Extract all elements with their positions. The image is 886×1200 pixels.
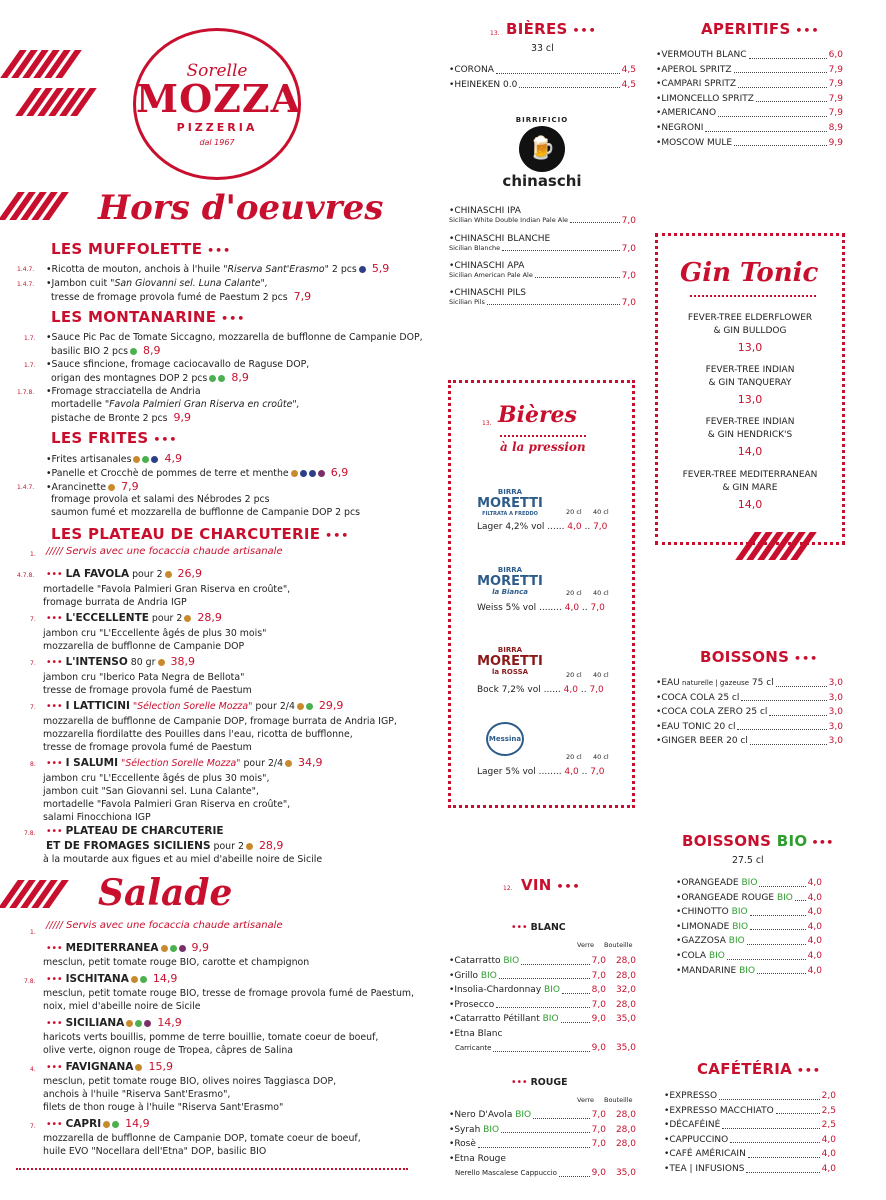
plateau-item: ••• L'INTENSO 80 gr 38,9 bbox=[46, 655, 195, 668]
menu-item: •Fromage stracciatella de Andria bbox=[46, 386, 201, 397]
stripe-decoration bbox=[25, 88, 87, 116]
col-verre: Verre bbox=[577, 1096, 595, 1104]
pression-dots bbox=[500, 435, 586, 437]
allergen-code: 7.8. bbox=[24, 830, 36, 837]
allergen-code: 13. bbox=[482, 420, 492, 427]
bio-size: 27.5 cl bbox=[732, 855, 764, 866]
salade-desc: anchois à l'huile "Riserva Sant'Erasmo", bbox=[43, 1089, 231, 1100]
logo-line2: MOZZA bbox=[136, 76, 302, 121]
moretti-rossa-logo: BIRRA MORETTI la ROSSA bbox=[477, 646, 543, 676]
col-20cl: 20 cl bbox=[566, 508, 582, 516]
menu-item-desc: tresse de fromage provola fumé de Paestum 2 pcs 7,9 bbox=[51, 290, 312, 303]
plateau-title: LES PLATEAU DE CHARCUTERIE ••• bbox=[51, 525, 349, 543]
col-40cl: 40 cl bbox=[593, 753, 609, 761]
bieres-list: •CORONA 4,5 •HEINEKEN 0.0 4,5 bbox=[449, 65, 636, 90]
allergen-code: 1. bbox=[30, 929, 36, 936]
menu-item-desc: mortadelle "Favola Palmieri Gran Riserva en croûte", bbox=[51, 399, 300, 410]
plateau-desc: mortadelle "Favola Palmieri Gran Riserva en croûte", bbox=[43, 584, 291, 595]
plateau-desc: tresse de fromage provola fumé de Paestum bbox=[43, 742, 252, 753]
pression-item: Weiss 5% vol ........ 4,0 .. 7,0 bbox=[477, 603, 605, 613]
beer-mug-icon: 🍺 bbox=[519, 126, 565, 172]
vin-rouge-list: •Nero D'Avola BIO 7,0 28,0 •Syrah BIO 7,0 28,0 •Rosè 7,0 28,0 •Etna Rouge Nerello Mascalese Cappuccio 9,0 35,0 bbox=[449, 1110, 636, 1178]
plateau-desc: jambon cuit "San Giovanni sel. Luna Calante", bbox=[43, 786, 259, 797]
bio-title: BOISSONS BIO ••• bbox=[682, 832, 834, 850]
stripe-decoration bbox=[745, 532, 807, 560]
menu-item: •Panelle et Crocchè de pommes de terre et menthe 6,9 bbox=[46, 466, 349, 479]
bieres-size: 33 cl bbox=[531, 43, 554, 54]
frites-title: LES FRITES ••• bbox=[51, 429, 177, 447]
allergen-code: 8. bbox=[30, 761, 36, 768]
allergen-code: 13. bbox=[490, 30, 500, 37]
plateau-desc: jambon cru "L'Eccellente âgés de plus 30 mois", bbox=[43, 773, 270, 784]
plateau-desc: mortadelle "Favola Palmieri Gran Riserva en croûte", bbox=[43, 799, 291, 810]
bio-list: •ORANGEADE BIO 4,0 •ORANGEADE ROUGE BIO 4,0 •CHINOTTO BIO 4,0 •LIMONADE BIO 4,0 •GAZZOSA BIO 4,0 •COLA BIO 4,0 •MANDARINE BIO 4,0 bbox=[676, 878, 822, 976]
plateau-item: ••• PLATEAU DE CHARCUTERIE bbox=[46, 825, 224, 837]
plateau-desc: à la moutarde aux figues et au miel d'abeille noire de Sicile bbox=[43, 854, 323, 865]
menu-item-desc: fromage provola et salami des Nébrodes 2 pcs bbox=[51, 494, 270, 505]
cafe-title: CAFÉTÉRIA ••• bbox=[697, 1060, 821, 1078]
plateau-item: ••• LA FAVOLA pour 2 26,9 bbox=[46, 567, 203, 580]
allergen-code: 7. bbox=[30, 704, 36, 711]
col-bouteille: Bouteille bbox=[604, 1096, 633, 1104]
vin-rouge-title: ••• ROUGE bbox=[511, 1077, 568, 1088]
menu-item-desc: basilic BIO 2 pcs 8,9 bbox=[51, 344, 161, 357]
col-20cl: 20 cl bbox=[566, 753, 582, 761]
col-40cl: 40 cl bbox=[593, 589, 609, 597]
salade-item: ••• MEDITERRANEA 9,9 bbox=[46, 941, 210, 954]
plateau-item: ••• L'ECCELLENTE pour 2 28,9 bbox=[46, 611, 222, 624]
chinaschi-list: •CHINASCHI IPA Sicilian White Double Indian Pale Ale 7,0 •CHINASCHI BLANCHE Sicilian Blanche 7,0 •CHINASCHI APA Sicilian American Pale Ale 7,0 •CHINASCHI PILS Sicilian Pils 7,0 bbox=[449, 206, 636, 308]
salade-title: Salade bbox=[98, 872, 233, 914]
logo-line3: PIZZERIA bbox=[176, 121, 258, 134]
plateau-desc: mozzarella de bufflonne de Campanie DOP bbox=[43, 641, 245, 652]
plateau-item: ••• I SALUMI "Sélection Sorelle Mozza" pour 2/4 34,9 bbox=[46, 756, 323, 769]
col-bouteille: Bouteille bbox=[604, 941, 633, 949]
plateau-desc: mozzarella de bufflonne de Campanie DOP, fromage burrata de Andria IGP, bbox=[43, 716, 397, 727]
salade-desc: noix, miel d'abeille noire de Sicile bbox=[43, 1001, 201, 1012]
gin-item: FEVER-TREE ELDERFLOWER & GIN BULLDOG 13,0 bbox=[687, 313, 813, 354]
bieres-title: BIÈRES ••• bbox=[506, 20, 597, 38]
gin-title-dots bbox=[690, 295, 816, 297]
messina-logo: Messina bbox=[486, 722, 524, 756]
allergen-code: 1.4.7. bbox=[17, 266, 35, 273]
col-verre: Verre bbox=[577, 941, 595, 949]
menu-item-desc: saumon fumé et mozzarella de bufflonne de Campanie DOP 2 pcs bbox=[51, 507, 361, 518]
salade-item: ••• FAVIGNANA 15,9 bbox=[46, 1060, 173, 1073]
montanarine-title: LES MONTANARINE ••• bbox=[51, 308, 245, 326]
vin-blanc-title: ••• BLANC bbox=[511, 922, 566, 933]
muffolette-title: LES MUFFOLETTE ••• bbox=[51, 240, 231, 258]
moretti-bianca-logo: BIRRA MORETTI la Bianca bbox=[477, 566, 543, 596]
plateau-note: ///// Servis avec une focaccia chaude artisanale bbox=[46, 546, 283, 557]
pression-title1: Bières bbox=[498, 402, 577, 428]
allergen-code: 7.8. bbox=[24, 978, 36, 985]
salade-desc: mesclun, petit tomate rouge BIO, tresse de fromage provola fumé de Paestum, bbox=[43, 988, 415, 999]
menu-item: •Sauce sfincione, fromage caciocavallo de Raguse DOP, bbox=[46, 359, 310, 370]
salade-desc: olive verte, oignon rouge de Tropea, câpres de Salina bbox=[43, 1045, 294, 1056]
boissons-list: •EAU naturelle | gazeuse 75 cl 3,0 •COCA COLA 25 cl 3,0 •COCA COLA ZERO 25 cl 3,0 •EAU TONIC 20 cl 3,0 •GINGER BEER 20 cl 3,0 bbox=[656, 678, 843, 747]
stripe-decoration bbox=[8, 880, 59, 908]
plateau-item-line2: ET DE FROMAGES SICILIENS pour 2 28,9 bbox=[46, 839, 284, 852]
salade-item: ••• ISCHITANA 14,9 bbox=[46, 972, 178, 985]
stripe-decoration bbox=[10, 50, 72, 78]
salade-item: ••• SICILIANA 14,9 bbox=[46, 1016, 182, 1029]
allergen-code: 12. bbox=[503, 885, 513, 892]
cafe-list: •EXPRESSO 2,0 •EXPRESSO MACCHIATO 2,5 •DÉCAFÉINÉ 2,5 •CAPPUCCINO 4,0 •CAFÉ AMÉRICAIN 4,0 •TEA | INFUSIONS 4,0 bbox=[664, 1091, 836, 1174]
menu-item: •Jambon cuit "San Giovanni sel. Luna Calante", bbox=[46, 278, 268, 289]
allergen-code: 1.4.7. bbox=[17, 281, 35, 288]
allergen-code: 1.7. bbox=[24, 335, 36, 342]
allergen-code: 1.7.8. bbox=[17, 389, 35, 396]
gin-item: FEVER-TREE MEDITERRANEAN & GIN MARE 14,0 bbox=[682, 470, 818, 511]
allergen-code: 1.4.7. bbox=[17, 484, 35, 491]
aperitifs-list: •VERMOUTH BLANC 6,0 •APEROL SPRITZ 7,9 •CAMPARI SPRITZ 7,9 •LIMONCELLO SPRITZ 7,9 •AMERICANO 7,9 •NEGRONI 8,9 •MOSCOW MULE 9,9 bbox=[656, 50, 843, 148]
allergen-code: 7. bbox=[30, 660, 36, 667]
allergen-code: 4. bbox=[30, 1066, 36, 1073]
plateau-desc: fromage burrata de Andria IGP bbox=[43, 597, 187, 608]
salade-desc: mesclun, petit tomate rouge BIO, carotte et champignon bbox=[43, 957, 310, 968]
allergen-code: 1. bbox=[30, 551, 36, 558]
logo-line1: Sorelle bbox=[186, 61, 248, 81]
allergen-code: 4.7.8. bbox=[17, 572, 35, 579]
allergen-code: 1.7. bbox=[24, 362, 36, 369]
pression-title2: à la pression bbox=[500, 440, 586, 454]
col-20cl: 20 cl bbox=[566, 671, 582, 679]
col-20cl: 20 cl bbox=[566, 589, 582, 597]
salade-desc: mesclun, petit tomate rouge BIO, olives noires Taggiasca DOP, bbox=[43, 1076, 337, 1087]
sorelle-mozza-logo bbox=[133, 28, 301, 180]
plateau-desc: salami Finocchiona IGP bbox=[43, 812, 151, 823]
vin-title: VIN ••• bbox=[521, 876, 581, 894]
menu-item-desc: pistache de Bronte 2 pcs 9,9 bbox=[51, 411, 192, 424]
plateau-desc: jambon cru "Iberico Pata Negra de Bellota" bbox=[43, 672, 245, 683]
salade-desc: mozzarella de bufflonne de Campanie DOP, tomate coeur de boeuf, bbox=[43, 1133, 361, 1144]
salade-desc: filets de thon rouge à l'huile "Riserva Sant'Erasmo" bbox=[43, 1102, 284, 1113]
menu-item-desc: origan des montagnes DOP 2 pcs 8,9 bbox=[51, 371, 249, 384]
menu-item: •Arancinette 7,9 bbox=[46, 480, 139, 493]
brewery-arc: BIRRIFICIO bbox=[515, 116, 569, 124]
allergen-code: 7. bbox=[30, 1123, 36, 1130]
pression-item: Lager 5% vol ........ 4,0 .. 7,0 bbox=[477, 767, 605, 777]
salade-item: ••• CAPRI 14,9 bbox=[46, 1117, 150, 1130]
gin-title: Gin Tonic bbox=[680, 258, 819, 288]
salade-desc: haricots verts bouillis, pomme de terre bouillie, tomate coeur de boeuf, bbox=[43, 1032, 379, 1043]
brewery-name: chinaschi bbox=[502, 172, 582, 190]
hors-title: Hors d'oeuvres bbox=[98, 188, 384, 228]
col-40cl: 40 cl bbox=[593, 671, 609, 679]
plateau-desc: jambon cru "L'Eccellente âgés de plus 30 mois" bbox=[43, 628, 267, 639]
plateau-item: ••• I LATTICINI "Sélection Sorelle Mozza" pour 2/4 29,9 bbox=[46, 699, 344, 712]
menu-item: •Ricotta de mouton, anchois à l'huile "Riserva Sant'Erasmo" 2 pcs 5,9 bbox=[46, 262, 390, 275]
aperitifs-title: APERITIFS ••• bbox=[701, 20, 819, 38]
stripe-decoration bbox=[8, 192, 59, 220]
menu-item: •Frites artisanales 4,9 bbox=[46, 452, 182, 465]
plateau-desc: mozzarella fiordilatte des Pouilles dans l'eau, ricotta de bufflonne, bbox=[43, 729, 353, 740]
salade-note: ///// Servis avec une focaccia chaude artisanale bbox=[46, 920, 283, 931]
salade-desc: huile EVO "Nocellara dell'Etna" DOP, basilic BIO bbox=[43, 1146, 267, 1157]
gin-item: FEVER-TREE INDIAN & GIN HENDRICK'S 14,0 bbox=[705, 417, 795, 458]
gin-item: FEVER-TREE INDIAN & GIN TANQUERAY 13,0 bbox=[705, 365, 795, 406]
logo-line4: dal 1967 bbox=[199, 138, 235, 147]
vin-blanc-list: •Catarratto BIO 7,0 28,0 •Grillo BIO 7,0 28,0 •Insolia-Chardonnay BIO 8,0 32,0 •Prosecco 7,0 28,0 •Catarratto Pétillant BIO 9,0 35,0 •Etna Blanc Carricante 9,0 35,0 bbox=[449, 956, 636, 1053]
menu-item: •Sauce Pic Pac de Tomate Siccagno, mozzarella de bufflonne de Campanie DOP, bbox=[46, 332, 423, 343]
chinaschi-logo bbox=[494, 116, 590, 192]
pression-item: Bock 7,2% vol ...... 4,0 .. 7,0 bbox=[477, 685, 604, 695]
allergen-code: 7. bbox=[30, 616, 36, 623]
footer-dots bbox=[16, 1168, 408, 1170]
pression-item: Lager 4,2% vol ...... 4,0 .. 7,0 bbox=[477, 522, 608, 532]
col-40cl: 40 cl bbox=[593, 508, 609, 516]
plateau-desc: tresse de fromage provola fumé de Paestum bbox=[43, 685, 252, 696]
boissons-title: BOISSONS ••• bbox=[700, 648, 818, 666]
moretti-logo: BIRRA MORETTI FILTRATA A FREDDO bbox=[477, 488, 543, 517]
